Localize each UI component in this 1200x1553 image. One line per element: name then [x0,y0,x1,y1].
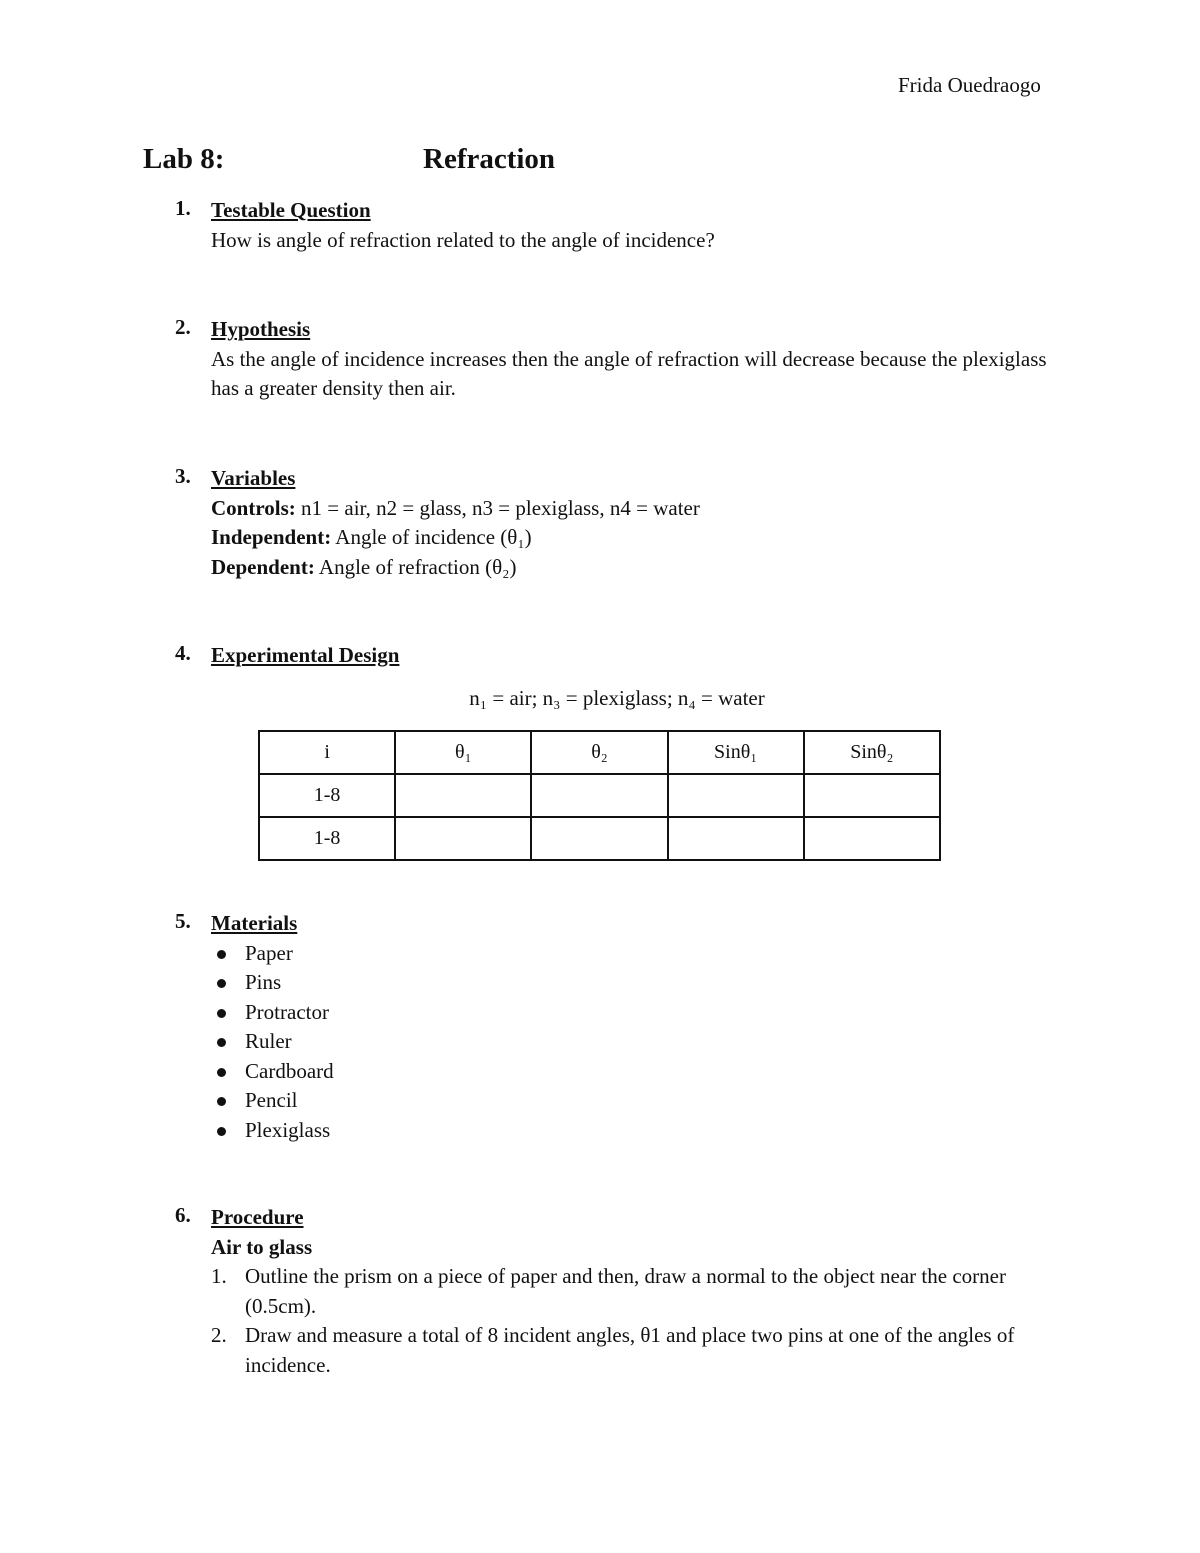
list-item: Pins [175,968,1025,998]
section-heading: Procedure [211,1205,304,1229]
bullet-icon [217,1009,226,1018]
list-item: Protractor [175,998,1025,1028]
bullet-icon [217,1068,226,1077]
table-cell [668,817,804,860]
lab-topic: Refraction [423,143,556,175]
list-item: Ruler [175,1027,1025,1057]
table-cell [395,817,531,860]
list-item: Pencil [175,1086,1025,1116]
procedure-steps [175,1262,1055,1380]
hypothesis-text: As the angle of incidence increases then the angle of refraction will decrease because the plexiglass has a greater density then air. [211,346,1047,400]
section-heading: Experimental Design [211,643,400,667]
section-heading: Hypothesis [211,317,311,341]
question-text: How is angle of refraction related to the angle of incidence? [211,227,715,252]
controls-label: Controls: [211,495,296,520]
independent-value: Angle of incidence (θ₁) [331,525,532,549]
table-cell [804,774,940,817]
author-name: Frida Ouedraogo [898,73,1041,97]
bullet-icon [217,979,226,988]
table-header-cell: i [259,731,395,774]
dependent-line [211,553,1061,583]
section-number: 3. [175,464,191,488]
section-number: 6. [175,1203,191,1227]
table-cell [531,774,667,817]
list-item: Plexiglass [175,1116,1025,1146]
list-item: 2. Draw and measure a total of 8 incident angles, θ1 and place two pins at one of the angles of incidence. [211,1323,1015,1377]
bullet-icon [217,1127,226,1136]
table-cell: 1-8 [259,774,395,817]
list-item: Paper [175,939,1025,969]
section-number: 5. [175,909,191,933]
table-cell [395,774,531,817]
section-number: 1. [175,196,191,220]
design-table [258,730,941,861]
table-row [259,817,940,860]
independent-line [211,523,1061,553]
table-header-cell: Sinθ₂ [804,731,940,774]
bullet-icon [217,1038,226,1047]
controls-line [211,494,1061,524]
table-cell [668,774,804,817]
dependent-label: Dependent: [211,554,315,579]
materials-list [175,939,1025,1146]
bullet-icon [217,1097,226,1106]
media-line: n₁ = air; n₃ = plexiglass; n₄ = water [469,686,765,710]
table-header-row [259,731,940,774]
procedure-subheading: Air to glass [211,1234,313,1259]
table-cell: 1-8 [259,817,395,860]
table-cell [531,817,667,860]
table-row [259,774,940,817]
section-number: 4. [175,641,191,665]
table-header-cell: θ₂ [531,731,667,774]
section-heading: Testable Question [211,198,371,222]
controls-value: n1 = air, n2 = glass, n3 = plexiglass, n4 = water [295,495,700,520]
section-heading: Variables [211,466,296,490]
section-number: 2. [175,315,191,339]
list-item: Cardboard [175,1057,1025,1087]
bullet-icon [217,950,226,959]
list-item: 1. Outline the prism on a piece of paper and then, draw a normal to the object near the corner (0.5cm). [211,1264,1006,1318]
independent-label: Independent: [211,525,332,549]
dependent-value: Angle of refraction (θ₂) [314,554,517,579]
table-cell [804,817,940,860]
table-header-cell: Sinθ₁ [668,731,804,774]
lab-number: Lab 8: [143,143,225,175]
section-heading: Materials [211,911,298,935]
table-header-cell: θ₁ [395,731,531,774]
